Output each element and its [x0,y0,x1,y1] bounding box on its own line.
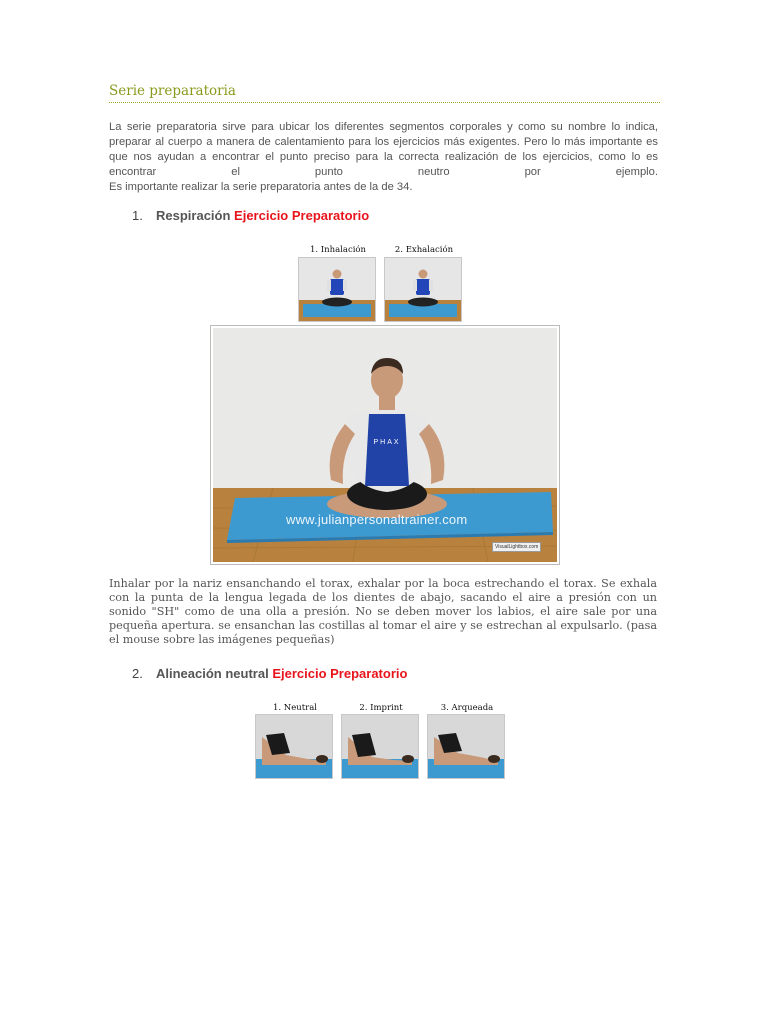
thumbnail-exhalacion[interactable] [384,257,462,322]
ejercicio-preparatorio-link[interactable]: Ejercicio Preparatorio [272,666,408,681]
section-title: Serie preparatoria [109,83,660,103]
intro-last-line: Es importante realizar la serie preparatoria antes de la de 34. [109,181,413,193]
item-title: Respiración [156,208,231,223]
thumbnail-inhalacion[interactable] [298,257,376,322]
lying-person-photo [342,715,418,778]
thumb-caption-neutral: 1. Neutral [272,703,318,713]
seated-person-photo [299,258,375,321]
thumb-caption-inhalacion: 1. Inhalación [309,245,367,255]
image-watermark: www.julianpersonaltrainer.com [286,512,468,527]
thumbnail-imprint[interactable] [341,714,419,779]
item-title: Alineación neutral [156,666,269,681]
lying-person-photo [256,715,332,778]
lying-person-photo [428,715,504,778]
item-heading-alineacion [132,666,407,681]
svg-text:PHAX: PHAX [373,439,401,446]
lightbox-badge: VisualLightbox.com [492,542,541,552]
main-image-respiracion [210,325,560,565]
ejercicio-preparatorio-link[interactable]: Ejercicio Preparatorio [234,208,370,223]
intro-paragraph: La serie preparatoria sirve para ubicar los diferentes segmentos corporales y como su nombre lo indica, preparar al cuerpo a manera de calentamiento para los ejercicios más exigentes. Pero lo más importante es que nos ayudan a encontrar el punto preciso para la correcta realización de los ejercicios, como lo es encontrar el punto neutro por ejemplo. [109,121,658,178]
item-heading-respiracion [132,208,369,223]
intro-text [109,120,658,195]
thumb-caption-arqueada: 3. Arqueada [440,703,494,713]
item-number: 1. [132,208,143,223]
item-number: 2. [132,666,143,681]
respiracion-description: Inhalar por la nariz ensanchando el torax, exhalar por la boca estrechando el torax. Se exhala con la punta de la lengua legada de los dientes de abajo, sacando el aire a presión con un sonido "SH" como de una olla a presión. No se deben mover los labios, el aire sale por una pequeña apertura. se ensanchan las costillas al tomar el aire y se estrechan al expulsarlo. (pasa el mouse sobre las imágenes pequeñas) [109,577,657,646]
thumb-caption-exhalacion: 2. Exhalación [394,245,454,255]
thumbnail-neutral[interactable] [255,714,333,779]
thumb-caption-imprint: 2. Imprint [359,703,403,713]
seated-person-photo [385,258,461,321]
thumbnail-arqueada[interactable] [427,714,505,779]
